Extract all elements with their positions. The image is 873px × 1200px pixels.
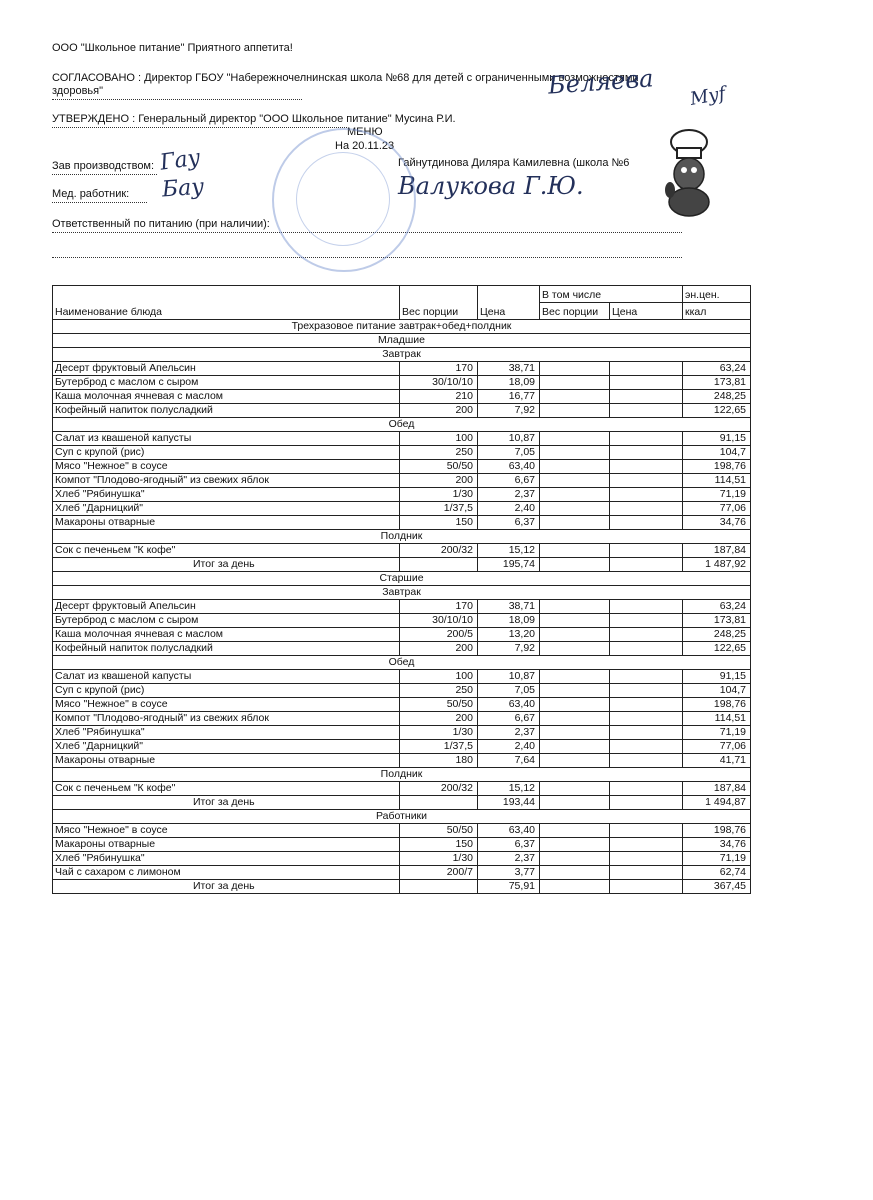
total-kcal: 1 494,87 — [683, 796, 751, 810]
dish-kcal: 198,76 — [683, 460, 751, 474]
dish-price: 3,77 — [478, 866, 540, 880]
inc-price-cell — [610, 516, 683, 530]
approve-signature: Муf — [688, 83, 728, 110]
dish-price: 63,40 — [478, 824, 540, 838]
dish-weight: 50/50 — [400, 824, 478, 838]
meal-title: Обед — [53, 418, 751, 432]
dish-name: Суп с крупой (рис) — [53, 446, 400, 460]
total-inc-weight-cell — [540, 880, 610, 894]
total-price: 193,44 — [478, 796, 540, 810]
dish-price: 2,40 — [478, 502, 540, 516]
plan-row — [53, 320, 751, 334]
dish-price: 6,37 — [478, 516, 540, 530]
meal-title: Полдник — [53, 768, 751, 782]
dish-price: 6,67 — [478, 474, 540, 488]
dish-kcal: 63,24 — [683, 362, 751, 376]
total-weight-cell — [400, 880, 478, 894]
inc-weight-cell — [540, 628, 610, 642]
total-inc-weight-cell — [540, 796, 610, 810]
dish-weight: 1/37,5 — [400, 740, 478, 754]
meal-row — [53, 348, 751, 362]
total-inc-price-cell — [610, 796, 683, 810]
total-label: Итог за день — [53, 880, 400, 894]
dish-weight: 250 — [400, 446, 478, 460]
menu-title: МЕНЮ — [347, 126, 383, 138]
dish-weight: 250 — [400, 684, 478, 698]
dish-kcal: 63,24 — [683, 600, 751, 614]
total-weight-cell — [400, 558, 478, 572]
meal-title: Обед — [53, 656, 751, 670]
meal-title: Завтрак — [53, 586, 751, 600]
med-dotline — [52, 202, 147, 203]
dish-kcal: 71,19 — [683, 488, 751, 502]
dish-name: Салат из квашеной капусты — [53, 670, 400, 684]
chef-logo-icon — [660, 128, 718, 218]
inc-price-cell — [610, 824, 683, 838]
approved-dotline — [52, 127, 347, 128]
inc-price-cell — [610, 474, 683, 488]
total-price: 195,74 — [478, 558, 540, 572]
inc-price-cell — [610, 376, 683, 390]
dish-name: Компот "Плодово-ягодный" из свежих яблок — [53, 474, 400, 488]
inc-price-cell — [610, 684, 683, 698]
dish-kcal: 187,84 — [683, 782, 751, 796]
col-price-header: Цена — [478, 286, 540, 320]
inc-price-cell — [610, 782, 683, 796]
dish-weight: 1/37,5 — [400, 502, 478, 516]
total-price: 75,91 — [478, 880, 540, 894]
inc-weight-cell — [540, 838, 610, 852]
inc-weight-cell — [540, 488, 610, 502]
dish-kcal: 77,06 — [683, 502, 751, 516]
dish-kcal: 91,15 — [683, 670, 751, 684]
dish-price: 7,92 — [478, 404, 540, 418]
dish-price: 18,09 — [478, 376, 540, 390]
inc-weight-cell — [540, 852, 610, 866]
dish-name: Десерт фруктовый Апельсин — [53, 600, 400, 614]
total-row — [53, 880, 751, 894]
dish-name: Салат из квашеной капусты — [53, 432, 400, 446]
inc-weight-cell — [540, 390, 610, 404]
col-inc-weight-header: Вес порции — [540, 303, 610, 320]
inc-weight-cell — [540, 740, 610, 754]
dish-weight: 100 — [400, 432, 478, 446]
inc-price-cell — [610, 754, 683, 768]
table-row — [53, 474, 751, 488]
inc-weight-cell — [540, 516, 610, 530]
total-inc-price-cell — [610, 880, 683, 894]
dish-kcal: 91,15 — [683, 432, 751, 446]
dish-weight: 150 — [400, 516, 478, 530]
inc-weight-cell — [540, 670, 610, 684]
inc-weight-cell — [540, 446, 610, 460]
dish-name: Десерт фруктовый Апельсин — [53, 362, 400, 376]
inc-price-cell — [610, 726, 683, 740]
inc-price-cell — [610, 432, 683, 446]
table-row — [53, 866, 751, 880]
dish-kcal: 77,06 — [683, 740, 751, 754]
dish-weight: 170 — [400, 600, 478, 614]
inc-weight-cell — [540, 698, 610, 712]
dish-price: 10,87 — [478, 670, 540, 684]
meal-title: Полдник — [53, 530, 751, 544]
dish-price: 18,09 — [478, 614, 540, 628]
dish-name: Сок с печеньем "К кофе" — [53, 782, 400, 796]
dish-name: Мясо "Нежное" в соусе — [53, 698, 400, 712]
table-row — [53, 600, 751, 614]
dish-kcal: 248,25 — [683, 390, 751, 404]
med-name-signature: Валукова Г.Ю. — [398, 172, 584, 200]
table-row — [53, 782, 751, 796]
group-title: Старшие — [53, 572, 751, 586]
inc-weight-cell — [540, 362, 610, 376]
dish-name: Хлеб "Рябинушка" — [53, 726, 400, 740]
responsible-label: Ответственный по питанию (при наличии): — [52, 218, 270, 230]
dish-weight: 150 — [400, 838, 478, 852]
inc-weight-cell — [540, 474, 610, 488]
inc-price-cell — [610, 698, 683, 712]
inc-weight-cell — [540, 726, 610, 740]
inc-weight-cell — [540, 502, 610, 516]
dish-name: Компот "Плодово-ягодный" из свежих яблок — [53, 712, 400, 726]
inc-price-cell — [610, 404, 683, 418]
dish-name: Сок с печеньем "К кофе" — [53, 544, 400, 558]
dish-weight: 200 — [400, 642, 478, 656]
inc-price-cell — [610, 390, 683, 404]
inc-price-cell — [610, 460, 683, 474]
table-row — [53, 488, 751, 502]
dish-weight: 50/50 — [400, 460, 478, 474]
inc-weight-cell — [540, 782, 610, 796]
dish-kcal: 122,65 — [683, 642, 751, 656]
dish-weight: 100 — [400, 670, 478, 684]
dish-kcal: 71,19 — [683, 726, 751, 740]
table-row — [53, 740, 751, 754]
inc-price-cell — [610, 838, 683, 852]
menu-date: На 20.11.23 — [335, 140, 395, 152]
dish-price: 7,05 — [478, 446, 540, 460]
table-row — [53, 642, 751, 656]
dish-name: Хлеб "Дарницкий" — [53, 740, 400, 754]
table-row — [53, 404, 751, 418]
inc-weight-cell — [540, 460, 610, 474]
dish-name: Макароны отварные — [53, 838, 400, 852]
dish-weight: 180 — [400, 754, 478, 768]
dish-name: Макароны отварные — [53, 516, 400, 530]
dish-kcal: 104,7 — [683, 446, 751, 460]
inc-price-cell — [610, 488, 683, 502]
dish-name: Мясо "Нежное" в соусе — [53, 460, 400, 474]
meal-row — [53, 656, 751, 670]
total-label: Итог за день — [53, 558, 400, 572]
meal-row — [53, 418, 751, 432]
total-weight-cell — [400, 796, 478, 810]
dish-name: Хлеб "Рябинушка" — [53, 852, 400, 866]
table-row — [53, 502, 751, 516]
inc-weight-cell — [540, 754, 610, 768]
agreed-dotline — [52, 99, 302, 100]
inc-weight-cell — [540, 614, 610, 628]
dish-price: 15,12 — [478, 782, 540, 796]
inc-weight-cell — [540, 600, 610, 614]
dish-kcal: 104,7 — [683, 684, 751, 698]
table-row — [53, 670, 751, 684]
head-prod-dotline — [52, 174, 157, 175]
dish-price: 2,37 — [478, 488, 540, 502]
dish-name: Кофейный напиток полусладкий — [53, 404, 400, 418]
dish-kcal: 62,74 — [683, 866, 751, 880]
col-energy-header: эн.цен. — [683, 286, 751, 303]
dish-kcal: 248,25 — [683, 628, 751, 642]
dish-name: Хлеб "Дарницкий" — [53, 502, 400, 516]
dish-weight: 30/10/10 — [400, 614, 478, 628]
col-name-header: Наименование блюда — [53, 286, 400, 320]
dish-price: 2,37 — [478, 852, 540, 866]
inc-weight-cell — [540, 684, 610, 698]
dish-kcal: 198,76 — [683, 698, 751, 712]
total-kcal: 1 487,92 — [683, 558, 751, 572]
dish-price: 10,87 — [478, 432, 540, 446]
dish-price: 7,64 — [478, 754, 540, 768]
inc-price-cell — [610, 544, 683, 558]
dish-name: Суп с крупой (рис) — [53, 684, 400, 698]
inc-weight-cell — [540, 376, 610, 390]
inc-price-cell — [610, 712, 683, 726]
dish-name: Бутерброд с маслом с сыром — [53, 376, 400, 390]
head-prod-name: Гайнутдинова Диляра Камилевна (школа №6 — [398, 157, 630, 169]
table-row — [53, 376, 751, 390]
table-row — [53, 614, 751, 628]
dish-price: 6,67 — [478, 712, 540, 726]
dish-price: 2,37 — [478, 726, 540, 740]
dish-weight: 200 — [400, 712, 478, 726]
col-weight-header: Вес порции — [400, 286, 478, 320]
table-row — [53, 852, 751, 866]
dish-price: 15,12 — [478, 544, 540, 558]
table-header-row-1 — [53, 286, 751, 303]
dish-price: 63,40 — [478, 460, 540, 474]
table-row — [53, 362, 751, 376]
dish-weight: 200/5 — [400, 628, 478, 642]
table-row — [53, 754, 751, 768]
dish-weight: 1/30 — [400, 852, 478, 866]
total-row — [53, 796, 751, 810]
inc-price-cell — [610, 502, 683, 516]
stamp-seal — [272, 128, 416, 272]
dish-weight: 200/32 — [400, 782, 478, 796]
table-row — [53, 698, 751, 712]
table-row — [53, 628, 751, 642]
group-title: Младшие — [53, 334, 751, 348]
med-signature: Бау — [161, 174, 205, 203]
inc-weight-cell — [540, 642, 610, 656]
director-signature: Беляева — [547, 64, 655, 100]
col-including-header: В том числе — [540, 286, 683, 303]
dish-weight: 1/30 — [400, 726, 478, 740]
agreed-line-cont: здоровья" — [52, 85, 104, 97]
group-title: Работники — [53, 810, 751, 824]
dish-price: 7,92 — [478, 642, 540, 656]
dish-kcal: 41,71 — [683, 754, 751, 768]
dish-weight: 200 — [400, 474, 478, 488]
dish-name: Кофейный напиток полусладкий — [53, 642, 400, 656]
dish-price: 16,77 — [478, 390, 540, 404]
inc-weight-cell — [540, 544, 610, 558]
dish-price: 38,71 — [478, 362, 540, 376]
inc-price-cell — [610, 600, 683, 614]
inc-price-cell — [610, 614, 683, 628]
dish-name: Мясо "Нежное" в соусе — [53, 824, 400, 838]
dish-kcal: 122,65 — [683, 404, 751, 418]
dish-name: Хлеб "Рябинушка" — [53, 488, 400, 502]
dish-name: Бутерброд с маслом с сыром — [53, 614, 400, 628]
inc-price-cell — [610, 852, 683, 866]
head-prod-label: Зав производством: — [52, 160, 155, 172]
head-prod-signature: Гау — [158, 145, 202, 176]
table-row — [53, 726, 751, 740]
inc-price-cell — [610, 446, 683, 460]
table-row — [53, 390, 751, 404]
dish-kcal: 34,76 — [683, 838, 751, 852]
total-inc-price-cell — [610, 558, 683, 572]
inc-weight-cell — [540, 824, 610, 838]
inc-weight-cell — [540, 866, 610, 880]
menu-table — [52, 285, 751, 894]
dish-name: Чай с сахаром с лимоном — [53, 866, 400, 880]
dish-kcal: 187,84 — [683, 544, 751, 558]
dish-kcal: 34,76 — [683, 516, 751, 530]
dish-price: 38,71 — [478, 600, 540, 614]
col-inc-price-header: Цена — [610, 303, 683, 320]
total-label: Итог за день — [53, 796, 400, 810]
agreed-line: СОГЛАСОВАНО : Директор ГБОУ "Набережночелнинская школа №68 для детей с ограниченными возможностями — [52, 72, 639, 84]
inc-price-cell — [610, 628, 683, 642]
meal-row — [53, 586, 751, 600]
table-row — [53, 544, 751, 558]
total-row — [53, 558, 751, 572]
dish-name: Каша молочная ячневая с маслом — [53, 628, 400, 642]
table-row — [53, 684, 751, 698]
meal-row — [53, 768, 751, 782]
inc-weight-cell — [540, 432, 610, 446]
table-row — [53, 432, 751, 446]
dish-name: Макароны отварные — [53, 754, 400, 768]
group-row — [53, 810, 751, 824]
dish-kcal: 71,19 — [683, 852, 751, 866]
dish-weight: 210 — [400, 390, 478, 404]
table-row — [53, 712, 751, 726]
total-kcal: 367,45 — [683, 880, 751, 894]
org-name: ООО "Школьное питание" Приятного аппетита! — [52, 42, 293, 54]
med-label: Мед. работник: — [52, 188, 130, 200]
dish-kcal: 198,76 — [683, 824, 751, 838]
dish-kcal: 114,51 — [683, 474, 751, 488]
inc-weight-cell — [540, 404, 610, 418]
meal-title: Завтрак — [53, 348, 751, 362]
inc-price-cell — [610, 740, 683, 754]
dish-price: 2,40 — [478, 740, 540, 754]
inc-weight-cell — [540, 712, 610, 726]
table-row — [53, 460, 751, 474]
group-row — [53, 334, 751, 348]
dish-name: Каша молочная ячневая с маслом — [53, 390, 400, 404]
inc-price-cell — [610, 642, 683, 656]
dish-weight: 50/50 — [400, 698, 478, 712]
dish-weight: 30/10/10 — [400, 376, 478, 390]
dish-price: 6,37 — [478, 838, 540, 852]
dish-weight: 200/32 — [400, 544, 478, 558]
dish-price: 63,40 — [478, 698, 540, 712]
dish-weight: 170 — [400, 362, 478, 376]
table-row — [53, 824, 751, 838]
col-energy-unit-header: ккал — [683, 303, 751, 320]
inc-price-cell — [610, 670, 683, 684]
table-row — [53, 838, 751, 852]
dish-weight: 200 — [400, 404, 478, 418]
dish-price: 13,20 — [478, 628, 540, 642]
total-inc-weight-cell — [540, 558, 610, 572]
approved-line: УТВЕРЖДЕНО : Генеральный директор "ООО Школьное питание" Мусина Р.И. — [52, 113, 456, 125]
table-row — [53, 516, 751, 530]
dish-kcal: 173,81 — [683, 376, 751, 390]
inc-price-cell — [610, 866, 683, 880]
dish-kcal: 173,81 — [683, 614, 751, 628]
group-row — [53, 572, 751, 586]
meal-row — [53, 530, 751, 544]
table-row — [53, 446, 751, 460]
dish-weight: 1/30 — [400, 488, 478, 502]
dish-price: 7,05 — [478, 684, 540, 698]
dish-kcal: 114,51 — [683, 712, 751, 726]
plan-title: Трехразовое питание завтрак+обед+полдник — [53, 320, 751, 334]
inc-price-cell — [610, 362, 683, 376]
dish-weight: 200/7 — [400, 866, 478, 880]
